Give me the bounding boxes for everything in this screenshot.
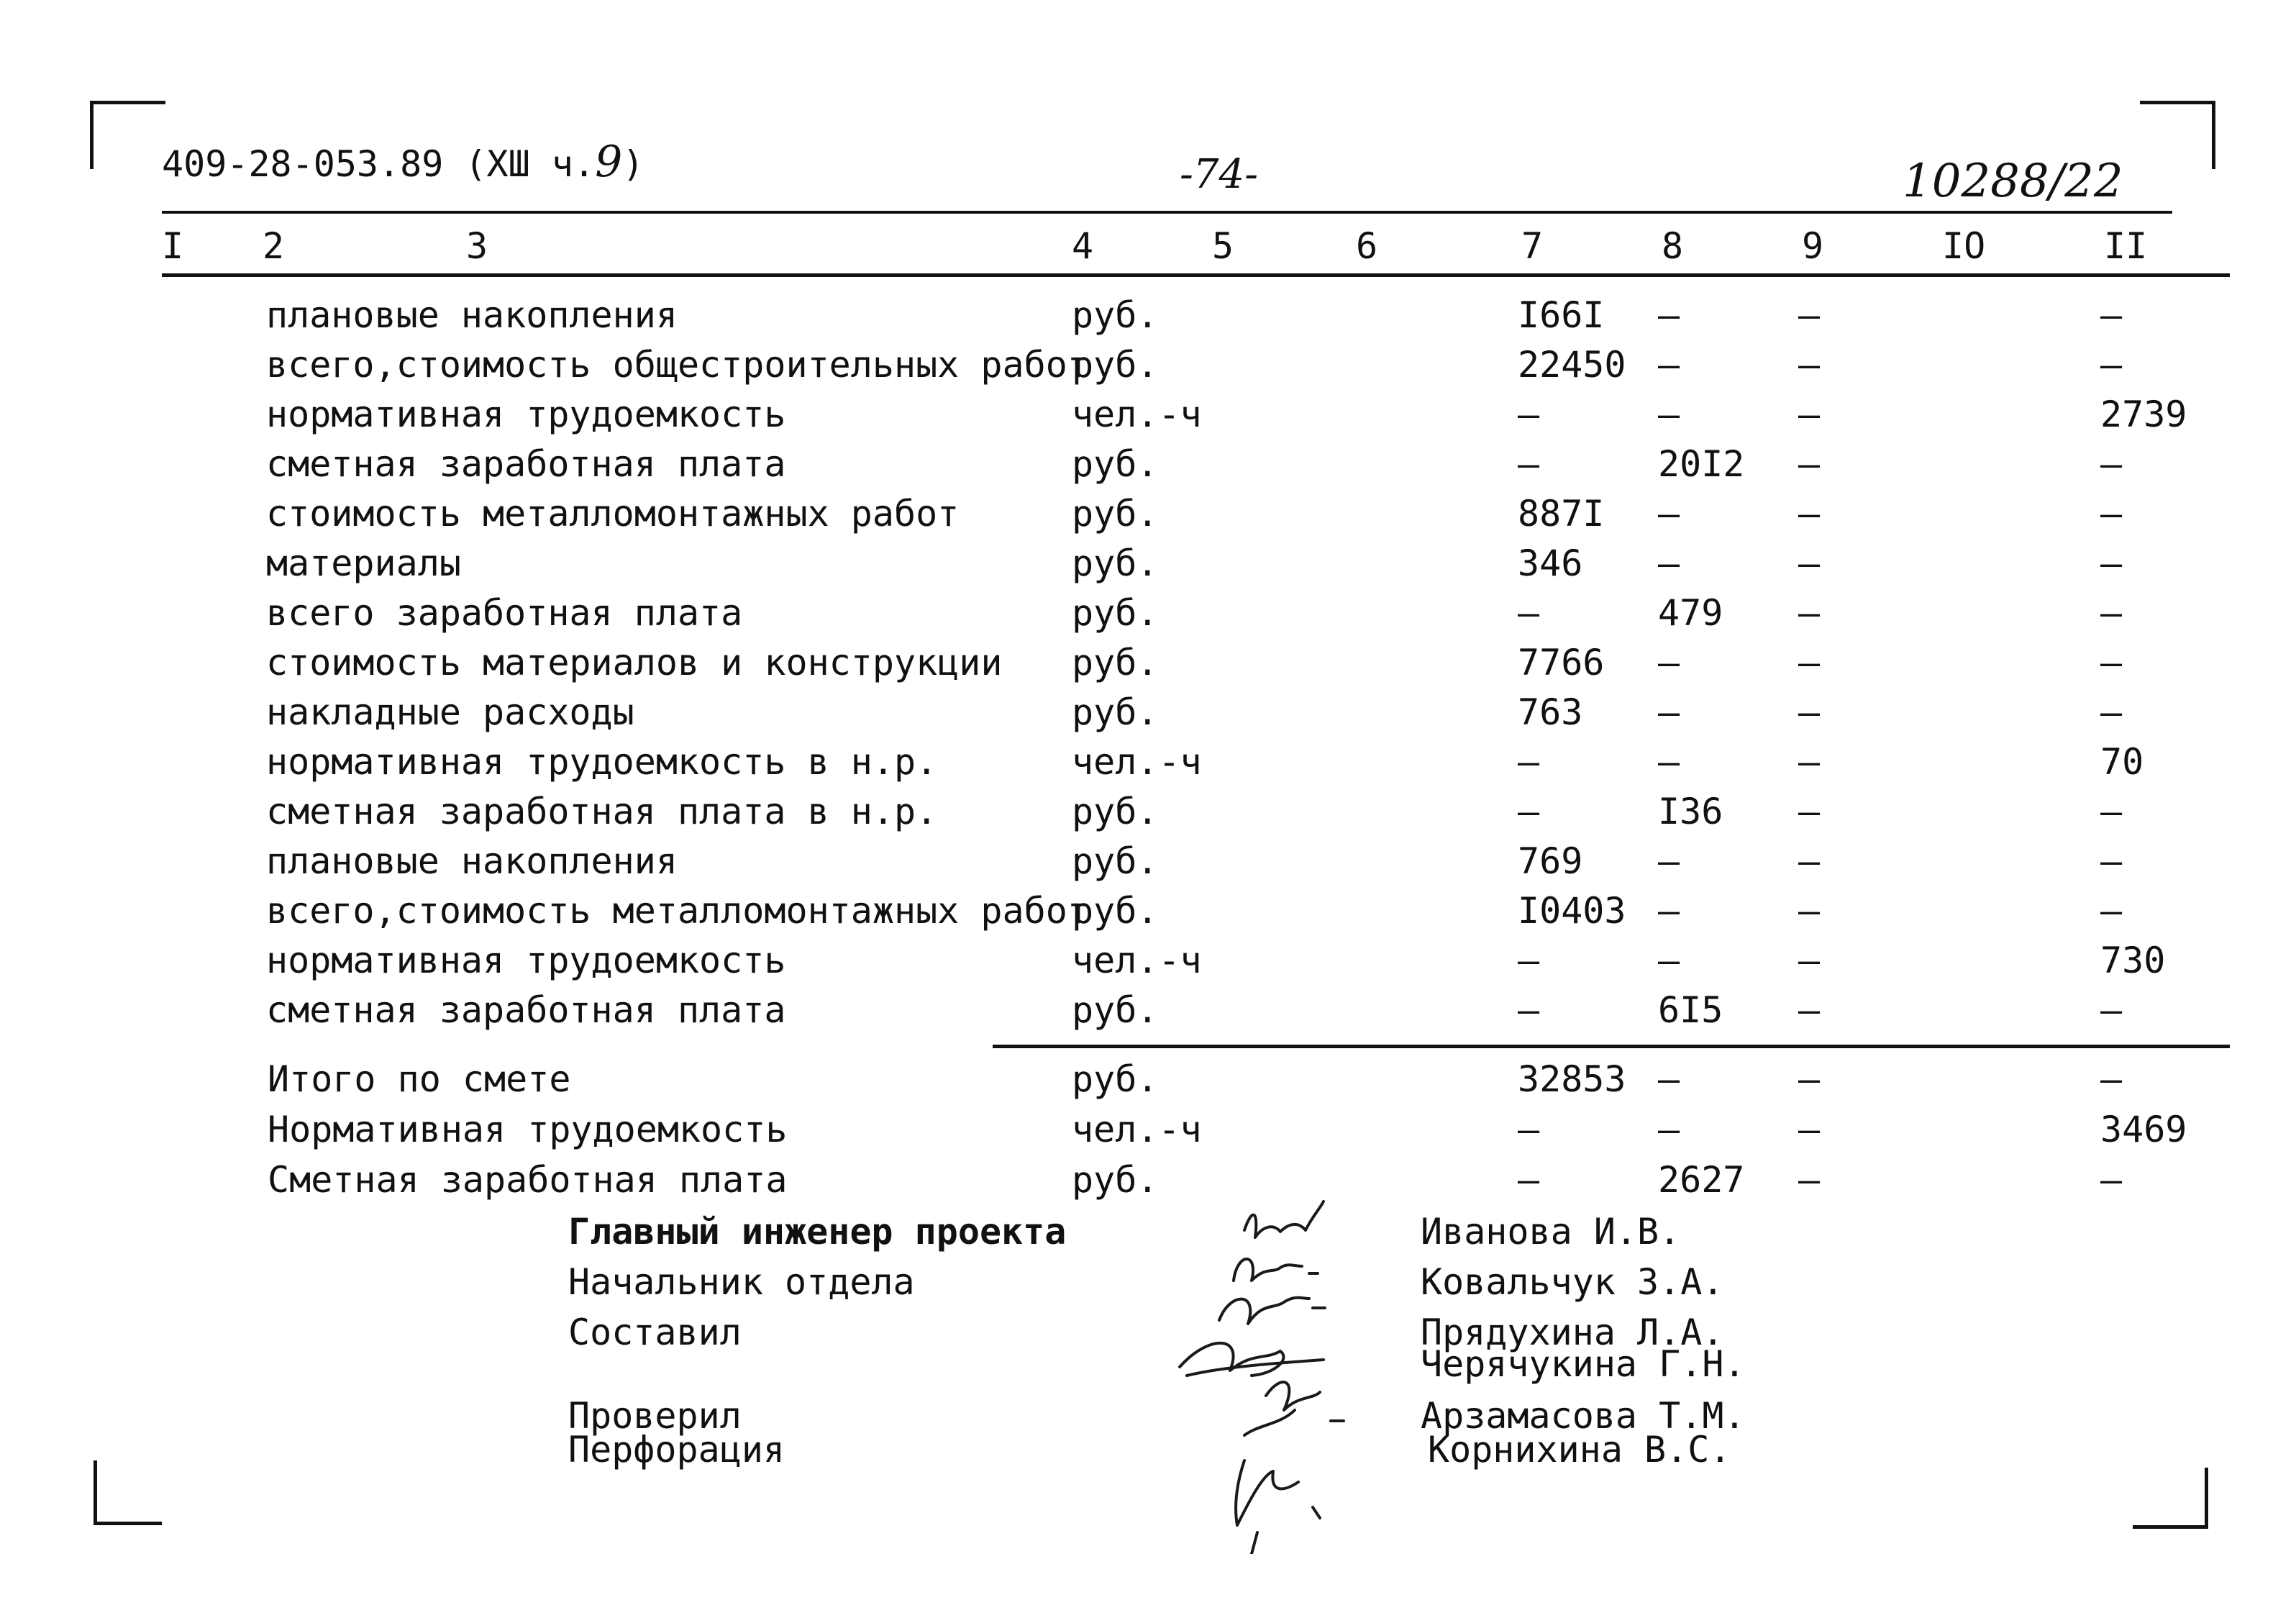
- row-col9: –: [1798, 691, 1821, 733]
- totals-col7: –: [1518, 1159, 1540, 1201]
- chief-engineer-name: Иванова И.В.: [1421, 1211, 1681, 1253]
- row-col11: –: [2100, 840, 2123, 882]
- totals-col11: –: [2100, 1058, 2123, 1100]
- totals-col7: –: [1518, 1109, 1540, 1150]
- row-name: всего,стоимость общестроительных работ: [266, 344, 1089, 386]
- row-col11: 730: [2100, 940, 2166, 981]
- row-col11: 2739: [2100, 394, 2187, 435]
- row-col7: 346: [1518, 542, 1583, 584]
- corner-mark-top-left: [90, 101, 165, 169]
- column-header-2: 2: [263, 225, 285, 267]
- row-col9: –: [1798, 642, 1821, 683]
- totals-name: Сметная заработная плата: [268, 1159, 788, 1201]
- row-col11: –: [2100, 791, 2123, 832]
- row-col7: –: [1518, 741, 1540, 783]
- row-col9: –: [1798, 940, 1821, 981]
- row-col11: –: [2100, 592, 2123, 634]
- row-name: накладные расходы: [266, 691, 634, 733]
- totals-col9: –: [1798, 1058, 1821, 1100]
- sheet-number: 10288/22: [1903, 155, 2123, 208]
- totals-unit: чел.-ч: [1072, 1109, 1202, 1150]
- row-name: нормативная трудоемкость в н.р.: [266, 741, 938, 783]
- row-col9: –: [1798, 989, 1821, 1031]
- row-col7: 887I: [1518, 493, 1605, 535]
- row-col8: –: [1658, 890, 1680, 932]
- row-col8: 6I5: [1658, 989, 1723, 1031]
- row-col9: –: [1798, 394, 1821, 435]
- column-header-6: 6: [1356, 225, 1378, 267]
- row-col9: –: [1798, 344, 1821, 386]
- row-name: сметная заработная плата: [266, 989, 786, 1031]
- header-top-rule: [162, 211, 2172, 214]
- page-number: -74-: [1180, 151, 1259, 198]
- compiled-title: Составил: [568, 1312, 742, 1353]
- row-name: всего заработная плата: [266, 592, 743, 634]
- signature-kornikhina: [1236, 1460, 1320, 1554]
- row-col11: –: [2100, 294, 2123, 336]
- totals-name: Нормативная трудоемкость: [268, 1109, 788, 1150]
- row-name: нормативная трудоемкость: [266, 940, 786, 981]
- row-unit: руб.: [1072, 294, 1159, 336]
- perforation-title: Перфорация: [568, 1429, 785, 1471]
- row-col7: –: [1518, 443, 1540, 485]
- row-name: плановые накопления: [266, 840, 678, 882]
- row-col8: –: [1658, 642, 1680, 683]
- compiled-name-2: Черячукина Г.Н.: [1421, 1343, 1746, 1385]
- chief-engineer-title: Главный инженер проекта: [568, 1211, 1067, 1253]
- row-col7: 22450: [1518, 344, 1626, 386]
- row-col8: –: [1658, 294, 1680, 336]
- dept-head-name: Ковальчук З.А.: [1421, 1261, 1724, 1303]
- checked-title: Проверил: [568, 1395, 742, 1437]
- row-col7: –: [1518, 989, 1540, 1031]
- totals-col11: 3469: [2100, 1109, 2187, 1150]
- document-code-part: 9: [595, 137, 623, 187]
- column-header-4: 4: [1072, 225, 1094, 267]
- row-col8: –: [1658, 741, 1680, 783]
- row-name: сметная заработная плата в н.р.: [266, 791, 938, 832]
- row-unit: чел.-ч: [1072, 394, 1202, 435]
- row-unit: руб.: [1072, 542, 1159, 584]
- column-header-5: 5: [1212, 225, 1234, 267]
- row-col11: –: [2100, 642, 2123, 683]
- row-col9: –: [1798, 493, 1821, 535]
- column-header-10: IO: [1942, 225, 1986, 267]
- row-col11: –: [2100, 691, 2123, 733]
- totals-col9: –: [1798, 1109, 1821, 1150]
- row-col8: 479: [1658, 592, 1723, 634]
- row-col9: –: [1798, 890, 1821, 932]
- signature-cheryachukina: [1180, 1343, 1324, 1376]
- totals-col11: –: [2100, 1159, 2123, 1201]
- row-col7: –: [1518, 394, 1540, 435]
- totals-col8: –: [1658, 1058, 1680, 1100]
- row-col7: 763: [1518, 691, 1583, 733]
- row-unit: руб.: [1072, 592, 1159, 634]
- row-col9: –: [1798, 791, 1821, 832]
- row-col7: I66I: [1518, 294, 1605, 336]
- row-col7: –: [1518, 791, 1540, 832]
- totals-unit: руб.: [1072, 1159, 1159, 1201]
- header-bottom-rule: [162, 273, 2230, 277]
- totals-col9: –: [1798, 1159, 1821, 1201]
- row-col8: –: [1658, 940, 1680, 981]
- row-col8: I36: [1658, 791, 1723, 832]
- row-unit: руб.: [1072, 443, 1159, 485]
- row-name: стоимость материалов и конструкции: [266, 642, 1003, 683]
- checked-name: Арзамасова Т.М.: [1421, 1395, 1746, 1437]
- column-header-3: 3: [466, 225, 488, 267]
- perforation-name: Корнихина В.С.: [1428, 1429, 1731, 1471]
- corner-mark-bottom-left: [94, 1460, 162, 1525]
- row-col7: 769: [1518, 840, 1583, 882]
- row-name: материалы: [266, 542, 461, 584]
- row-unit: руб.: [1072, 791, 1159, 832]
- handwritten-signatures: [1165, 1187, 1424, 1554]
- row-unit: руб.: [1072, 493, 1159, 535]
- column-header-7: 7: [1521, 225, 1544, 267]
- column-header-11: II: [2104, 225, 2148, 267]
- totals-unit: руб.: [1072, 1058, 1159, 1100]
- row-col11: –: [2100, 989, 2123, 1031]
- row-col11: –: [2100, 890, 2123, 932]
- row-unit: руб.: [1072, 344, 1159, 386]
- row-name: сметная заработная плата: [266, 443, 786, 485]
- row-name: всего,стоимость металломонтажных работ: [266, 890, 1089, 932]
- row-name: плановые накопления: [266, 294, 678, 336]
- corner-mark-top-right: [2140, 101, 2215, 169]
- totals-col8: –: [1658, 1109, 1680, 1150]
- column-header-8: 8: [1662, 225, 1684, 267]
- row-col7: –: [1518, 592, 1540, 634]
- row-col8: –: [1658, 542, 1680, 584]
- row-unit: чел.-ч: [1072, 741, 1202, 783]
- row-unit: руб.: [1072, 989, 1159, 1031]
- row-col11: –: [2100, 493, 2123, 535]
- row-col9: –: [1798, 542, 1821, 584]
- document-code-suffix: ): [622, 143, 644, 185]
- row-col7: –: [1518, 940, 1540, 981]
- row-unit: руб.: [1072, 840, 1159, 882]
- column-header-9: 9: [1802, 225, 1824, 267]
- signature-ivanova: [1244, 1201, 1324, 1237]
- row-unit: руб.: [1072, 642, 1159, 683]
- column-header-1: I: [162, 225, 184, 267]
- totals-col8: 2627: [1658, 1159, 1745, 1201]
- row-col11: –: [2100, 443, 2123, 485]
- signature-pryadukhina: [1219, 1298, 1325, 1324]
- totals-separator-rule: [993, 1045, 2230, 1048]
- compiled-name-1: Прядухина Л.А.: [1421, 1312, 1724, 1353]
- row-unit: руб.: [1072, 691, 1159, 733]
- row-col8: 20I2: [1658, 443, 1745, 485]
- row-col8: –: [1658, 344, 1680, 386]
- row-col8: –: [1658, 691, 1680, 733]
- row-col9: –: [1798, 741, 1821, 783]
- row-unit: руб.: [1072, 890, 1159, 932]
- row-col7: I0403: [1518, 890, 1626, 932]
- dept-head-title: Начальник отдела: [568, 1261, 915, 1303]
- document-code-prefix: 409-28-053.89 (XШ ч.: [162, 143, 596, 185]
- row-col9: –: [1798, 592, 1821, 634]
- signature-arzamasova: [1244, 1382, 1344, 1435]
- row-name: нормативная трудоемкость: [266, 394, 786, 435]
- row-name: стоимость металломонтажных работ: [266, 493, 960, 535]
- row-col11: –: [2100, 344, 2123, 386]
- signature-kovalchuk: [1234, 1259, 1318, 1281]
- row-col7: 7766: [1518, 642, 1605, 683]
- row-col11: –: [2100, 542, 2123, 584]
- row-col11: 70: [2100, 741, 2144, 783]
- row-col8: –: [1658, 394, 1680, 435]
- document-code: [162, 137, 644, 187]
- row-col8: –: [1658, 840, 1680, 882]
- row-unit: чел.-ч: [1072, 940, 1202, 981]
- row-col8: –: [1658, 493, 1680, 535]
- row-col9: –: [1798, 294, 1821, 336]
- row-col9: –: [1798, 443, 1821, 485]
- corner-mark-bottom-right: [2133, 1468, 2208, 1529]
- totals-col7: 32853: [1518, 1058, 1626, 1100]
- row-col9: –: [1798, 840, 1821, 882]
- totals-name: Итого по смете: [268, 1058, 571, 1100]
